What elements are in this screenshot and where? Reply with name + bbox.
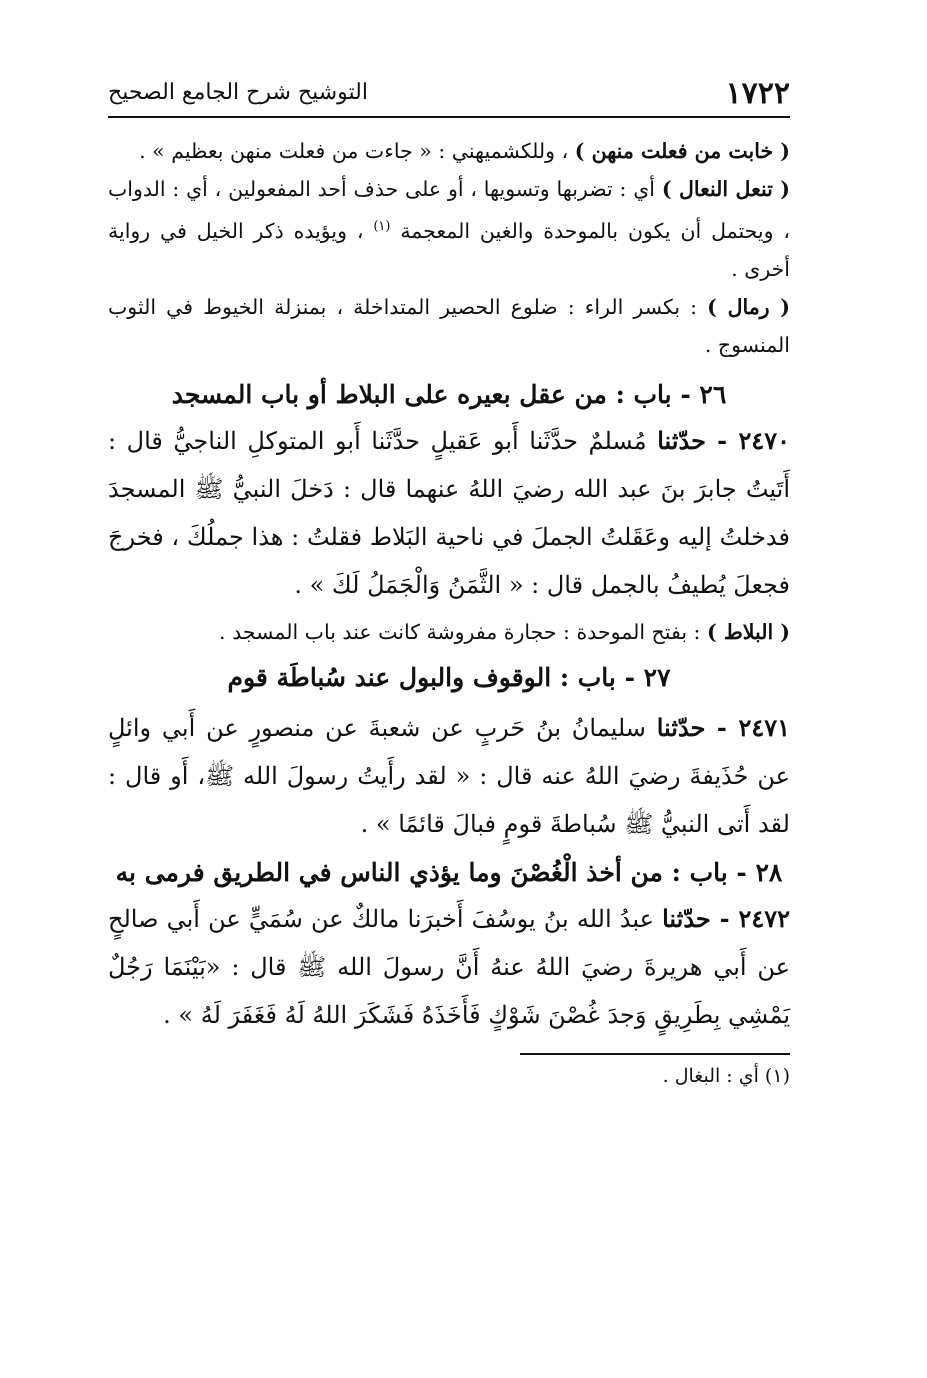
footnote-ref[interactable]: (١) (373, 219, 391, 234)
commentary-paragraph: ( البلاط ) : بفتح الموحدة : حجارة مفروشة كانت عند باب المسجد . (219, 619, 790, 644)
hadith-number: ٢٤٧٠ - حدّثنا (657, 425, 790, 455)
lemma: ( البلاط ) (707, 619, 790, 644)
page-number: ١٧٢٢ (725, 76, 790, 111)
chapter-heading: ٢٨ - باب : من أخذ الْغُصْنَ وما يؤذي الناس في الطريق فرمى به (115, 857, 783, 887)
book-page (108, 70, 790, 1091)
running-title: التوشيح شرح الجامع الصحيح (108, 80, 368, 105)
commentary-paragraph: ( رمال ) : بكسر الراء : ضلوع الحصير المتداخلة ، بمنزلة الخيوط في الثوب المنسوج . (108, 294, 790, 357)
lemma: ( تنعل النعال ) (661, 177, 790, 201)
commentary-paragraph: ( خابت من فعلت منهن ) ، وللكشميهني : « جاءت من فعلت منهن بعظيم » . (139, 139, 790, 163)
hadith-text: ٢٤٧١ - حدّثنا سليمانُ بنُ حَربٍ عن شعبةَ عن منصورٍ عن أَبي وائلٍ عن حُذَيفةَ رضيَ اللهُ عنه قال : « لقد رأَيتُ رسولَ الله ﷺ، أَو قال : لقد أَتى النبيُّ ﷺ سُباطةَ قومٍ فبالَ قائمًا » . (108, 712, 790, 838)
page-header (108, 70, 790, 118)
commentary-paragraph: ( تنعل النعال ) أي : تضربها وتسويها ، أو على حذف أحد المفعولين ، أي : الدواب ، ويحتمل أن يكون بالموحدة والغين المعجمة $^{(١)}$ ، ويؤيده ذكر الخيل في رواية أخرى . (108, 177, 790, 281)
lemma: ( خابت من فعلت منهن ) (574, 139, 790, 163)
chapter-heading: ٢٦ - باب : من عقل بعيره على البلاط أو باب المسجد (171, 379, 727, 409)
hadith-text: ٢٤٧٢ - حدّثنا عبدُ الله بنُ يوسُفَ أَخبرَنا مالكٌ عن سُمَيٍّ عن أَبي صالحٍ عن أَبي هريرةَ رضيَ اللهُ عنهُ أَنَّ رسولَ الله ﷺ قال : «بَيْنَمَا رَجُلٌ يَمْشِي بِطَرِيقٍ وَجدَ غُصْنَ شَوْكٍ فَأَخَذَهُ فَشَكَرَ اللهُ لَهُ فَغَفَرَ لَهُ » . (108, 903, 790, 1029)
hadith-text: ٢٤٧٠ - حدّثنا مُسلمٌ حدَّثَنا أَبو عَقيلٍ حدَّثَنا أَبو المتوكلِ الناجيُّ قال : أَتَيتُ جابرَ بنَ عبد الله رضيَ اللهُ عنهما قال : دَخلَ النبيُّ ﷺ المسجدَ فدخلتُ إليه وعَقَلتُ الجملَ في ناحية البَلاط فقلتُ : هذا جملُكَ ، فخرجَ فجعلَ يُطيفُ بالجمل قال : « الثَّمَنُ وَالْجَمَلُ لَكَ » . (108, 425, 790, 599)
hadith-number: ٢٤٧١ - حدّثنا (656, 712, 790, 742)
lemma: ( رمال ) (707, 294, 790, 319)
footnote: (١) أي : البغال . (662, 1064, 790, 1087)
chapter-heading: ٢٧ - باب : الوقوف والبول عند سُباطَة قوم (227, 662, 671, 692)
hadith-number: ٢٤٧٢ - حدّثنا (662, 903, 790, 933)
